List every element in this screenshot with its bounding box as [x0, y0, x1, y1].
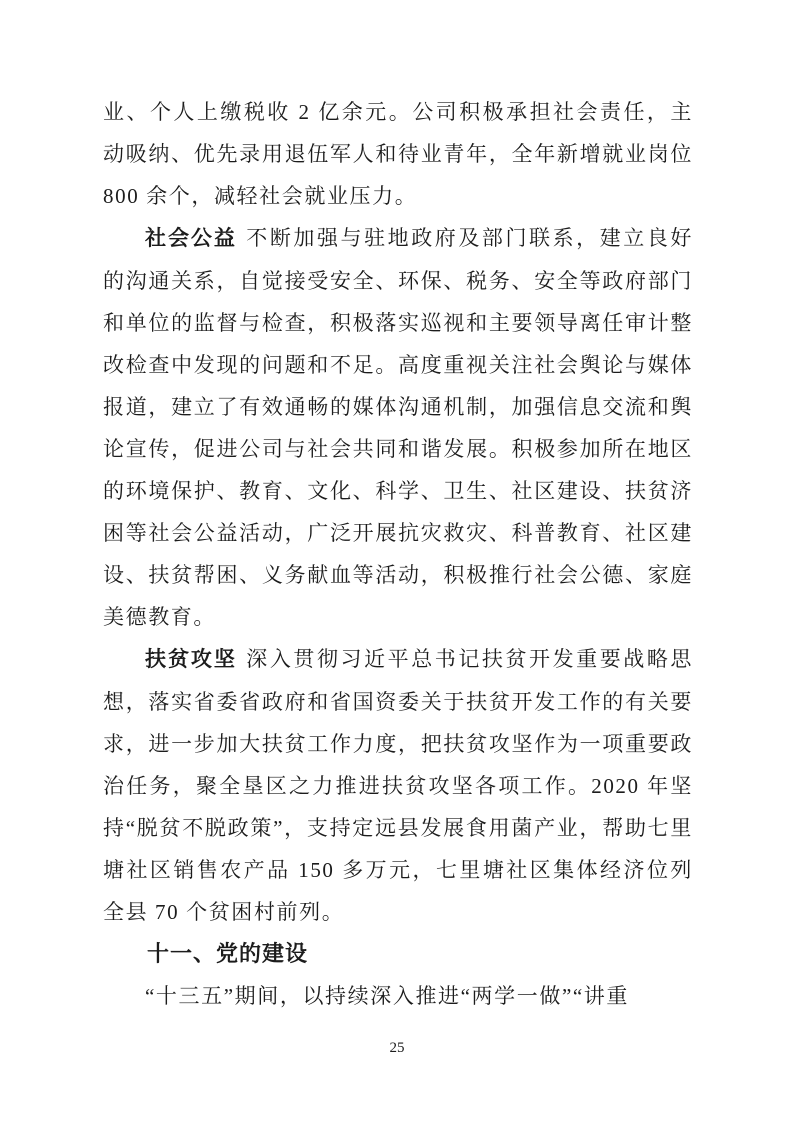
paragraph-continuation: 业、个人上缴税收 2 亿余元。公司积极承担社会责任，主动吸纳、优先录用退伍军人和待业青年，全年新增就业岗位 800 余个，减轻社会就业压力。 [103, 100, 693, 208]
text-block [103, 91, 693, 1017]
paragraph-social-welfare-text: 不断加强与驻地政府及部门联系，建立良好的沟通关系，自觉接受安全、环保、税务、安全等政府部门和单位的监督与检查，积极落实巡视和主要领导离任审计整改检查中发现的问题和不足。高度重视关注社会舆论与媒体报道，建立了有效通畅的媒体沟通机制，加强信息交流和舆论宣传，促进公司与社会共同和谐发展。积极参加所在地区的环境保护、教育、文化、科学、卫生、社区建设、扶贫济困等社会公益活动，广泛开展抗灾救灾、科普教育、社区建设、扶贫帮困、义务献血等活动，积极推行社会公德、家庭美德教育。 [103, 226, 694, 629]
paragraph-poverty-alleviation [103, 638, 693, 933]
paragraph-13th-five-year: “十三五”期间，以持续深入推进“两学一做”“讲重 [145, 984, 630, 1008]
section-heading-party-building: 十一、党的建设 [147, 941, 309, 966]
run-in-heading-poverty-alleviation: 扶贫攻坚 [145, 648, 237, 671]
page-number: 25 [389, 1040, 405, 1056]
page-footer [0, 1038, 794, 1058]
run-in-heading-social-welfare: 社会公益 [145, 227, 237, 250]
paragraph-social-welfare [103, 217, 693, 638]
paragraph-poverty-alleviation-text: 深入贯彻习近平总书记扶贫开发重要战略思想，落实省委省政府和省国资委关于扶贫开发工作的有关要求，进一步加大扶贫工作力度，把扶贫攻坚作为一项重要政治任务，聚全垦区之力推进扶贫攻坚各项工作。2020 年坚持“脱贫不脱政策”，支持定远县发展食用菌产业，帮助七里塘社区销售农产品 150 多万元，七里塘社区集体经济位列全县 70 个贫困村前列。 [103, 647, 694, 924]
